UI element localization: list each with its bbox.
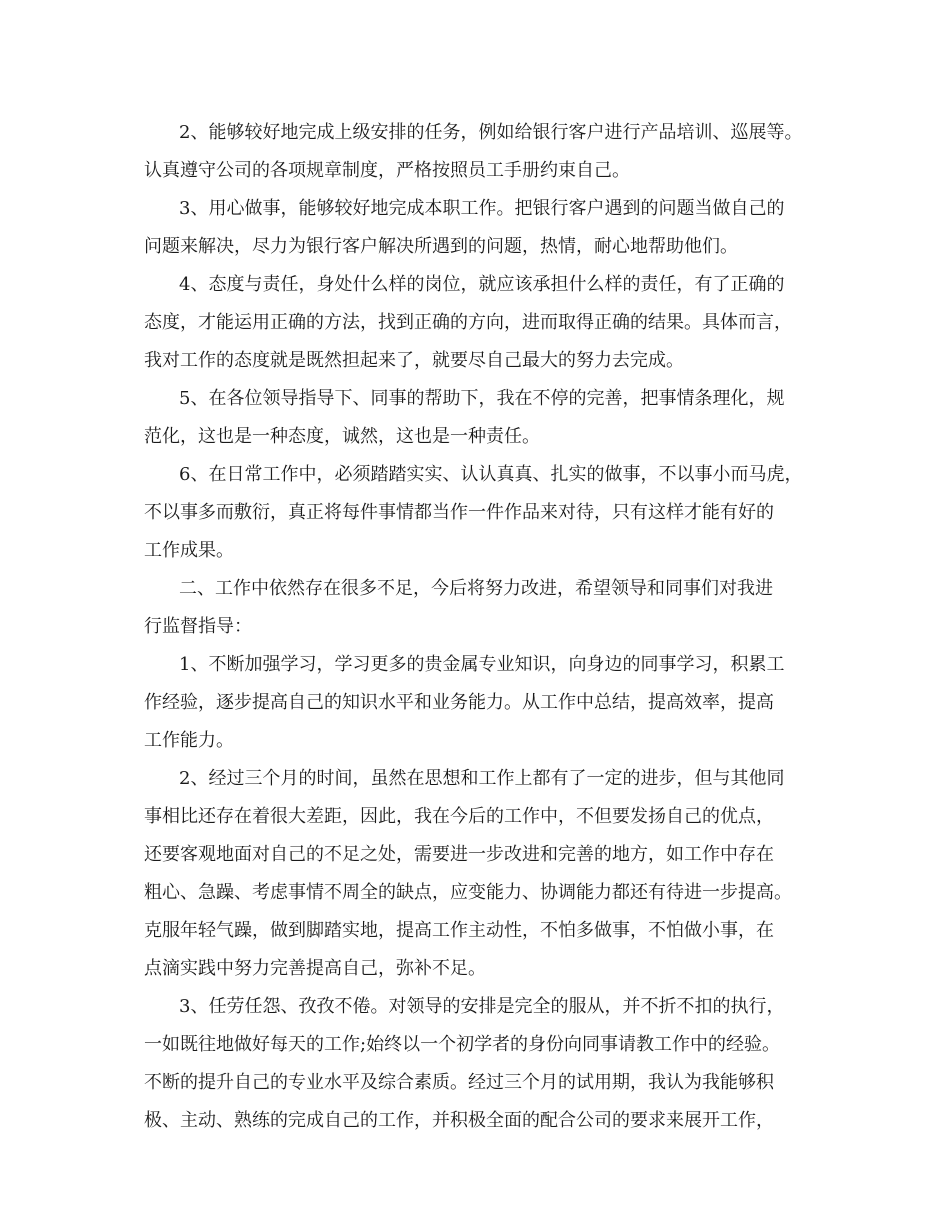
text-line: 我对工作的态度就是既然担起来了，就要尽自己最大的努力去完成。 xyxy=(144,350,684,371)
text-line: 5、在各位领导指导下、同事的帮助下，我在不停的完善，把事情条理化，规 xyxy=(179,388,785,409)
text-line: 6、在日常工作中，必须踏踏实实、认认真真、扎实的做事，不以事小而马虎， xyxy=(179,464,803,485)
text-line: 问题来解决，尽力为银行客户解决所遇到的问题，热情，耐心地帮助他们。 xyxy=(144,236,738,257)
text-line: 工作成果。 xyxy=(144,540,234,561)
text-line: 范化，这也是一种态度，诚然，这也是一种责任。 xyxy=(144,426,540,447)
text-line: 还要客观地面对自己的不足之处，需要进一步改进和完善的地方，如工作中存在 xyxy=(144,844,774,865)
text-line: 克服年轻气躁，做到脚踏实地，提高工作主动性，不怕多做事，不怕做小事，在 xyxy=(144,920,774,941)
text-line: 3、用心做事，能够较好地完成本职工作。把银行客户遇到的问题当做自己的 xyxy=(179,198,785,219)
text-line: 不断的提升自己的专业水平及综合素质。经过三个月的试用期，我认为我能够积 xyxy=(144,1072,774,1093)
text-line: 2、经过三个月的时间，虽然在思想和工作上都有了一定的进步，但与其他同 xyxy=(179,768,785,789)
text-line: 1、不断加强学习，学习更多的贵金属专业知识，向身边的同事学习，积累工 xyxy=(179,654,785,675)
text-line: 粗心、急躁、考虑事情不周全的缺点，应变能力、协调能力都还有待进一步提高。 xyxy=(144,882,792,903)
text-line: 一如既往地做好每天的工作;始终以一个初学者的身份向同事请教工作中的经验。 xyxy=(144,1034,781,1055)
text-line: 2、能够较好地完成上级安排的任务，例如给银行客户进行产品培训、巡展等。 xyxy=(179,122,803,143)
text-line: 作经验，逐步提高自己的知识水平和业务能力。从工作中总结，提高效率，提高 xyxy=(144,692,774,713)
text-line: 态度，才能运用正确的方法，找到正确的方向，进而取得正确的结果。具体而言， xyxy=(144,312,792,333)
text-line: 行监督指导： xyxy=(144,616,252,637)
text-line: 点滴实践中努力完善提高自己，弥补不足。 xyxy=(144,958,486,979)
text-line: 工作能力。 xyxy=(144,730,234,751)
text-line: 二、工作中依然存在很多不足，今后将努力改进，希望领导和同事们对我进 xyxy=(179,578,773,599)
text-line: 认真遵守公司的各项规章制度，严格按照员工手册约束自己。 xyxy=(144,160,630,181)
text-line: 不以事多而敷衍，真正将每件事情都当作一件作品来对待，只有这样才能有好的 xyxy=(144,502,774,523)
text-line: 3、任劳任怨、孜孜不倦。对领导的安排是完全的服从，并不折不扣的执行， xyxy=(179,996,785,1017)
text-line: 极、主动、熟练的完成自己的工作，并积极全面的配合公司的要求来展开工作， xyxy=(144,1110,774,1131)
text-line: 4、态度与责任，身处什么样的岗位，就应该承担什么样的责任，有了正确的 xyxy=(179,274,785,295)
text-line: 事相比还存在着很大差距，因此，我在今后的工作中，不但要发扬自己的优点， xyxy=(144,806,774,827)
